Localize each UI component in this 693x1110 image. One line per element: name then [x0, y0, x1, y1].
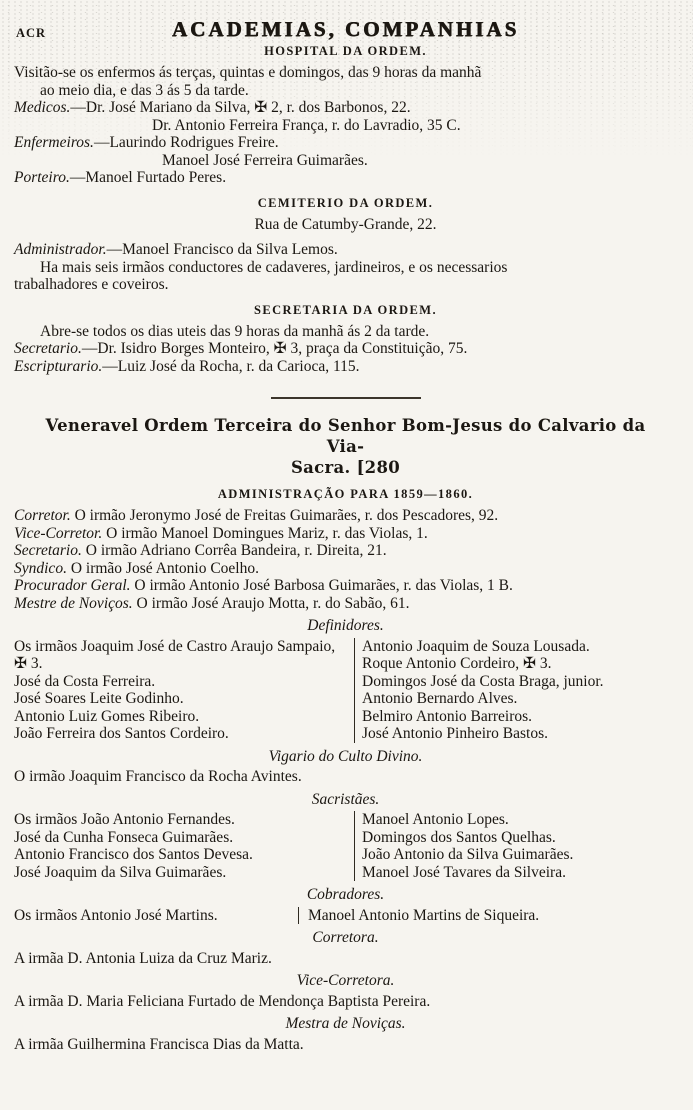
- section-heading-secretaria: SECRETARIA DA ORDEM.: [254, 302, 437, 317]
- cemiterio-address: Rua de Catumby-Grande, 22.: [254, 215, 437, 233]
- officer-text: O irmão Jeronymo José de Freitas Guimarães, r. dos Pescadores, 92.: [70, 507, 499, 524]
- officer-label: Syndico.: [14, 559, 67, 577]
- subheading-vigario: Vigario do Culto Divino.: [268, 747, 423, 765]
- entry-medicos: [14, 99, 677, 117]
- running-head: [14, 16, 677, 42]
- entry-text: —Manoel Furtado Peres.: [69, 169, 227, 186]
- list-item: Antonio Bernardo Alves.: [362, 690, 518, 707]
- officer-secretario: [14, 542, 677, 560]
- entry-text: —Dr. José Mariano da Silva, ✠ 2, r. dos Barbonos, 22.: [70, 99, 411, 116]
- section-heading-hospital: HOSPITAL DA ORDEM.: [264, 44, 427, 58]
- entry-label: Secretario.: [14, 340, 82, 357]
- entry-text: —Luiz José da Rocha, r. da Carioca, 115.: [102, 357, 360, 375]
- cobradores-left: Os irmãos Antonio José Martins.: [14, 906, 218, 924]
- subheading-sacristaes: Sacristães.: [311, 790, 380, 808]
- officer-label: Vice-Corretor.: [14, 524, 103, 542]
- definidores-right-column: [354, 638, 677, 743]
- vigario-text: O irmão Joaquim Francisco da Rocha Avintes.: [14, 768, 302, 785]
- entry-medicos-line2: Dr. Antonio Ferreira França, r. do Lavradio, 35 C.: [152, 116, 461, 134]
- officer-text: O irmão José Araujo Motta, r. do Sabão, 61.: [132, 594, 410, 612]
- entry-text: —Dr. Isidro Borges Monteiro, ✠ 3, praça da Constituição, 75.: [81, 340, 468, 357]
- entry-secretario: [14, 340, 677, 358]
- ordem-title: [40, 415, 651, 478]
- list-item: João Ferreira dos Santos Cordeiro.: [14, 725, 229, 742]
- mestra-text: A irmãa Guilhermina Francisca Dias da Matta.: [14, 1035, 304, 1053]
- officer-label: Corretor.: [14, 507, 71, 524]
- cobradores-right: Manoel Antonio Martins de Siqueira.: [298, 907, 539, 925]
- section-divider: [271, 397, 421, 399]
- vice-corretora-text: A irmãa D. Maria Feliciana Furtado de Mendonça Baptista Pereira.: [14, 992, 431, 1010]
- entry-label: Medicos.: [14, 99, 71, 116]
- entry-administrador: [14, 241, 677, 259]
- entry-label: Porteiro.: [14, 169, 70, 186]
- list-item: José da Costa Ferreira.: [14, 672, 156, 690]
- ordem-title-line1: Veneravel Ordem Terceira do Senhor Bom-Jesus do Calvario da Via-: [45, 416, 646, 456]
- officer-label: Procurador Geral.: [14, 577, 131, 594]
- list-item: Roque Antonio Cordeiro, ✠ 3.: [362, 655, 552, 672]
- subheading-vice-corretora: Vice-Corretora.: [296, 972, 395, 989]
- sacristaes-left-column: [14, 811, 354, 881]
- officer-syndico: [14, 560, 677, 578]
- administration-heading: ADMINISTRAÇÃO PARA 1859—1860.: [217, 487, 474, 501]
- hospital-visiting-hours-line1: Visitão-se os enfermos ás terças, quintas e domingos, das 9 horas da manhã: [14, 64, 482, 81]
- sacristaes-right-column: [354, 811, 677, 881]
- entry-enfermeiros-line2: Manoel José Ferreira Guimarães.: [162, 151, 368, 169]
- cemiterio-note-line1: Ha mais seis irmãos conductores de cadaveres, jardineiros, e os necessarios: [40, 258, 508, 276]
- ordem-title-line2: Sacra. [280: [290, 458, 401, 477]
- list-item: Antonio Luiz Gomes Ribeiro.: [14, 707, 200, 725]
- officer-label: Secretario.: [14, 542, 82, 559]
- list-item: Manoel Antonio Lopes.: [362, 811, 509, 828]
- subheading-cobradores: Cobradores.: [306, 886, 385, 903]
- cemiterio-note-line2: trabalhadores e coveiros.: [14, 276, 169, 293]
- section-heading-cemiterio: CEMITERIO DA ORDEM.: [257, 195, 434, 210]
- definidores-left-column: [14, 638, 354, 743]
- list-item: José Antonio Pinheiro Bastos.: [362, 725, 549, 742]
- list-item: João Antonio da Silva Guimarães.: [362, 846, 574, 863]
- entry-escripturario: [14, 358, 677, 376]
- list-item: Os irmãos Joaquim José de Castro Araujo Sampaio, ✠ 3.: [14, 637, 336, 672]
- list-item: José Soares Leite Godinho.: [14, 690, 184, 707]
- corretora-text: A irmãa D. Antonia Luiza da Cruz Mariz.: [14, 949, 272, 967]
- officer-label: Mestre de Noviços.: [14, 594, 133, 612]
- entry-label: Administrador.: [14, 241, 107, 258]
- list-item: Os irmãos João Antonio Fernandes.: [14, 811, 235, 828]
- list-item: José da Cunha Fonseca Guimarães.: [14, 828, 234, 846]
- list-item: Domingos José da Costa Braga, junior.: [362, 672, 604, 690]
- sacristaes-columns: [14, 811, 677, 881]
- hospital-visiting-hours-line2: ao meio dia, e das 3 ás 5 da tarde.: [40, 81, 249, 99]
- officer-corretor: [14, 507, 677, 525]
- officer-procurador-geral: [14, 577, 677, 595]
- page-signature: ACR: [16, 26, 47, 40]
- subheading-corretora: Corretora.: [312, 929, 379, 946]
- entry-text: —Laurindo Rodrigues Freire.: [93, 134, 279, 151]
- page-title: ACADEMIAS, COMPANHIAS: [171, 17, 520, 41]
- list-item: Manoel José Tavares da Silveira.: [362, 863, 566, 881]
- list-item: Antonio Francisco dos Santos Devesa.: [14, 846, 253, 863]
- entry-enfermeiros: [14, 134, 677, 152]
- officer-text: O irmão Manoel Domingues Mariz, r. das Violas, 1.: [102, 524, 428, 542]
- officer-text: O irmão José Antonio Coelho.: [66, 559, 259, 577]
- entry-text: —Manoel Francisco da Silva Lemos.: [106, 241, 338, 258]
- entry-porteiro: [14, 169, 677, 187]
- cobradores-row: [14, 907, 677, 925]
- officer-vice-corretor: [14, 525, 677, 543]
- secretaria-hours: Abre-se todos os dias uteis das 9 horas da manhã ás 2 da tarde.: [40, 322, 430, 340]
- entry-label: Enfermeiros.: [14, 134, 94, 151]
- definidores-columns: [14, 638, 677, 743]
- list-item: José Joaquim da Silva Guimarães.: [14, 863, 227, 881]
- list-item: Antonio Joaquim de Souza Lousada.: [362, 637, 590, 655]
- list-item: Belmiro Antonio Barreiros.: [362, 707, 533, 725]
- officer-text: O irmão Adriano Corrêa Bandeira, r. Direita, 21.: [81, 542, 387, 559]
- subheading-definidores: Definidores.: [307, 617, 384, 634]
- officer-mestre-de-novicos: [14, 595, 677, 613]
- entry-label: Escripturario.: [14, 357, 103, 375]
- list-item: Domingos dos Santos Quelhas.: [362, 828, 556, 846]
- subheading-mestra: Mestra de Noviças.: [285, 1015, 406, 1032]
- officer-text: O irmão Antonio José Barbosa Guimarães, r. das Violas, 1 B.: [130, 577, 513, 594]
